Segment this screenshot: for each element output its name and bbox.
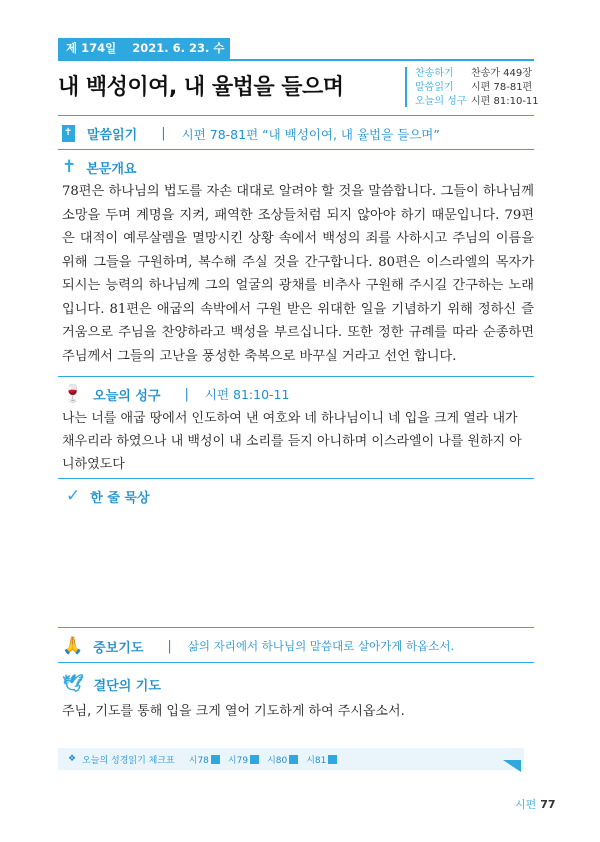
chalice-icon: 🍷: [62, 384, 84, 404]
info-divider: [405, 67, 407, 107]
bible-icon: [62, 125, 75, 142]
top-rule: [58, 59, 534, 61]
meditation-header: [66, 486, 150, 506]
checkbox[interactable]: [211, 755, 220, 764]
verse-text: 나는 너를 애굽 땅에서 인도하여 낸 여호와 네 하나님이니 네 입을 크게 열라 내가 채우리라 하였으나 내 백성이 내 소리를 듣지 아니하며 이스라엘이 나를 원하지 아니하였도다: [62, 411, 522, 472]
checkbox[interactable]: [328, 755, 337, 764]
corner-fold: [503, 760, 521, 772]
decision-text: 주님, 기도를 통해 입을 크게 열어 기도하게 하여 주시옵소서.: [62, 704, 405, 719]
verse-label: 오늘의 성구: [93, 388, 161, 404]
info-row-reading: 말씀읽기 시편 78-81편: [415, 82, 533, 93]
info-row-hymn: 찬송하기 찬송가 449장: [415, 68, 532, 79]
reading-header: [62, 124, 440, 143]
sparkle-icon: ❖: [68, 754, 77, 764]
section-rule: [58, 478, 534, 479]
checklist-item: 시80: [267, 755, 288, 766]
verse-separator: |: [184, 386, 189, 402]
meditation-label: 한 줄 묵상: [90, 490, 150, 506]
checkbox[interactable]: [250, 755, 259, 764]
info-panel: [415, 67, 539, 109]
page-number: 77: [540, 798, 556, 811]
checklist-item: 시78: [188, 755, 209, 766]
info-row-verse: 오늘의 성구 시편 81:10-11: [415, 96, 539, 107]
summary-text: 78편은 하나님의 법도를 자손 대대로 알려야 할 것을 말씀합니다. 그들이 하나님께 소망을 두며 계명을 지켜, 패역한 조상들처럼 되지 않아야 하기 때문입니다. 79편은 대적이 예루살렘을 멸망시킨 상황 속에서 백성의 죄를 사하시고 주님의 이름을 위해 그들을 구원하며, 복수해 주실 것을 간구합니다. 80편은 이스라엘의 목자가 되시는 능력의 하나님께 그의 얼굴의 광채를 비추사 구원해 주시길 간구하는 노래입니다. 81편은 애굽의 속박에서 구원 받은 위대한 일을 기념하기 위해 정하신 즐거움으로 주님을 찬양하라고 백성을 부르십니다. 또한 정한 규례를 따라 순종하면 주님께서 그들의 고난을 풍성한 축복으로 바꾸실 거라고 선언 합니다.: [62, 184, 534, 364]
praying-hands-icon: 🙏: [62, 636, 84, 656]
checklist-item: 시79: [227, 755, 249, 766]
reading-checklist: [58, 748, 524, 770]
section-rule: [58, 627, 534, 628]
intercession-text: 삶의 자리에서 하나님의 말씀대로 살아가게 하옵소서.: [187, 639, 455, 653]
check-icon: ✓: [66, 486, 81, 506]
reading-ref: 시편 78-81편 “내 백성이여, 내 율법을 들으며”: [181, 126, 440, 142]
cross-icon: ✝: [62, 157, 77, 177]
section-rule: [58, 149, 534, 150]
section-rule: [58, 662, 534, 663]
intercession-header: [62, 636, 454, 656]
date-badge: 제 174일 2021. 6. 23. 수: [58, 38, 230, 59]
summary-label: 본문개요: [86, 161, 137, 177]
decision-header: [62, 674, 161, 694]
summary-header: [62, 157, 136, 177]
verse-header: [62, 384, 289, 404]
intercession-separator: |: [167, 638, 172, 654]
section-rule: [58, 376, 534, 377]
checkbox[interactable]: [289, 755, 298, 764]
intercession-label: 중보기도: [93, 640, 144, 656]
decision-label: 결단의 기도: [93, 678, 161, 694]
reading-label: 말씀읽기: [87, 128, 138, 143]
checklist-label: 오늘의 성경읽기 체크표: [82, 755, 175, 766]
checklist-item: 시81: [306, 755, 327, 766]
verse-ref: 시편 81:10-11: [204, 387, 290, 402]
section-rule: [58, 115, 534, 116]
footer-book: 시편: [515, 798, 537, 811]
page-title: 내 백성이여, 내 율법을 들으며: [58, 75, 344, 100]
page-footer: [515, 796, 556, 812]
reading-separator: |: [161, 126, 166, 141]
dove-icon: 🕊: [62, 674, 84, 694]
